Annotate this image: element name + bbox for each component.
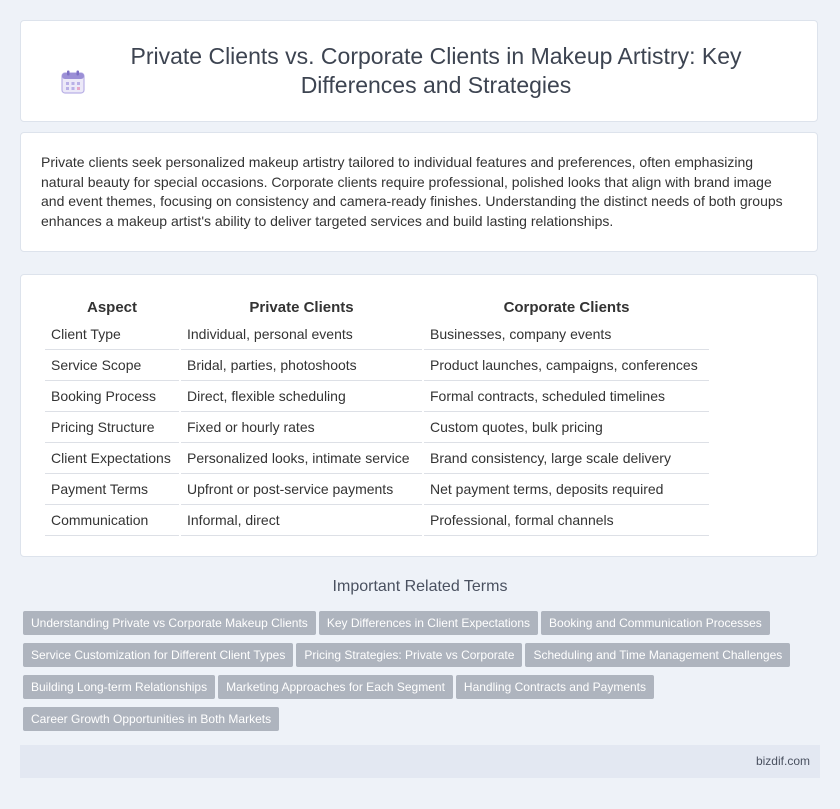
cell-aspect: Payment Terms xyxy=(45,474,179,505)
cell-aspect: Booking Process xyxy=(45,381,179,412)
cell-private: Bridal, parties, photoshoots xyxy=(181,350,422,381)
tag-link[interactable]: Scheduling and Time Management Challenges xyxy=(525,643,790,667)
table-row xyxy=(45,319,709,350)
cell-corporate: Net payment terms, deposits required xyxy=(424,474,709,505)
intro-paragraph: Private clients seek personalized makeup artistry tailored to individual features and preferences, often emphasizing natural beauty for special occasions. Corporate clients require professional, polished looks that align with brand image and event themes, focusing on consistency and camera-ready finishes. Understanding the distinct needs of both groups enhances a makeup artist's ability to deliver targeted services and build lasting relationships. xyxy=(41,154,783,229)
related-tags xyxy=(23,611,813,739)
table-row xyxy=(45,350,709,381)
cell-aspect: Client Expectations xyxy=(45,443,179,474)
cell-private: Individual, personal events xyxy=(181,319,422,350)
tag-link[interactable]: Understanding Private vs Corporate Makeup Clients xyxy=(23,611,316,635)
header-aspect: Aspect xyxy=(86,298,138,316)
tag-link[interactable]: Career Growth Opportunities in Both Markets xyxy=(23,707,279,731)
cell-corporate: Businesses, company events xyxy=(424,319,709,350)
table-row xyxy=(45,505,709,536)
tag-link[interactable]: Booking and Communication Processes xyxy=(541,611,770,635)
comparison-card xyxy=(20,274,818,557)
cell-corporate: Custom quotes, bulk pricing xyxy=(424,412,709,443)
table-row xyxy=(45,443,709,474)
tag-link[interactable]: Building Long-term Relationships xyxy=(23,675,215,699)
cell-private: Upfront or post-service payments xyxy=(181,474,422,505)
table-row xyxy=(45,474,709,505)
cell-private: Direct, flexible scheduling xyxy=(181,381,422,412)
table-row xyxy=(45,412,709,443)
cell-aspect: Pricing Structure xyxy=(45,412,179,443)
related-terms-heading: Important Related Terms xyxy=(332,578,508,595)
intro-card xyxy=(20,132,818,252)
header-private-clients: Private Clients xyxy=(249,298,354,316)
tag-link[interactable]: Marketing Approaches for Each Segment xyxy=(218,675,453,699)
cell-corporate: Product launches, campaigns, conferences xyxy=(424,350,709,381)
title-row xyxy=(59,42,779,100)
cell-aspect: Client Type xyxy=(45,319,179,350)
cell-private: Fixed or hourly rates xyxy=(181,412,422,443)
header-corporate-clients: Corporate Clients xyxy=(503,298,630,316)
cell-aspect: Service Scope xyxy=(45,350,179,381)
cell-corporate: Brand consistency, large scale delivery xyxy=(424,443,709,474)
calendar-icon xyxy=(59,68,87,96)
cell-private: Informal, direct xyxy=(181,505,422,536)
footer-bar xyxy=(20,745,820,778)
footer-site-link[interactable]: bizdif.com xyxy=(755,754,810,768)
tag-link[interactable]: Handling Contracts and Payments xyxy=(456,675,654,699)
tag-link[interactable]: Service Customization for Different Client Types xyxy=(23,643,293,667)
table-row xyxy=(45,381,709,412)
cell-corporate: Professional, formal channels xyxy=(424,505,709,536)
title-card xyxy=(20,20,818,122)
cell-aspect: Communication xyxy=(45,505,179,536)
table-header-row xyxy=(45,295,709,319)
tag-link[interactable]: Pricing Strategies: Private vs Corporate xyxy=(296,643,522,667)
page-title: Private Clients vs. Corporate Clients in Makeup Artistry: Key Differences and Strategies xyxy=(130,43,742,98)
comparison-table xyxy=(43,295,711,536)
cell-corporate: Formal contracts, scheduled timelines xyxy=(424,381,709,412)
cell-private: Personalized looks, intimate service xyxy=(181,443,422,474)
tag-link[interactable]: Key Differences in Client Expectations xyxy=(319,611,538,635)
